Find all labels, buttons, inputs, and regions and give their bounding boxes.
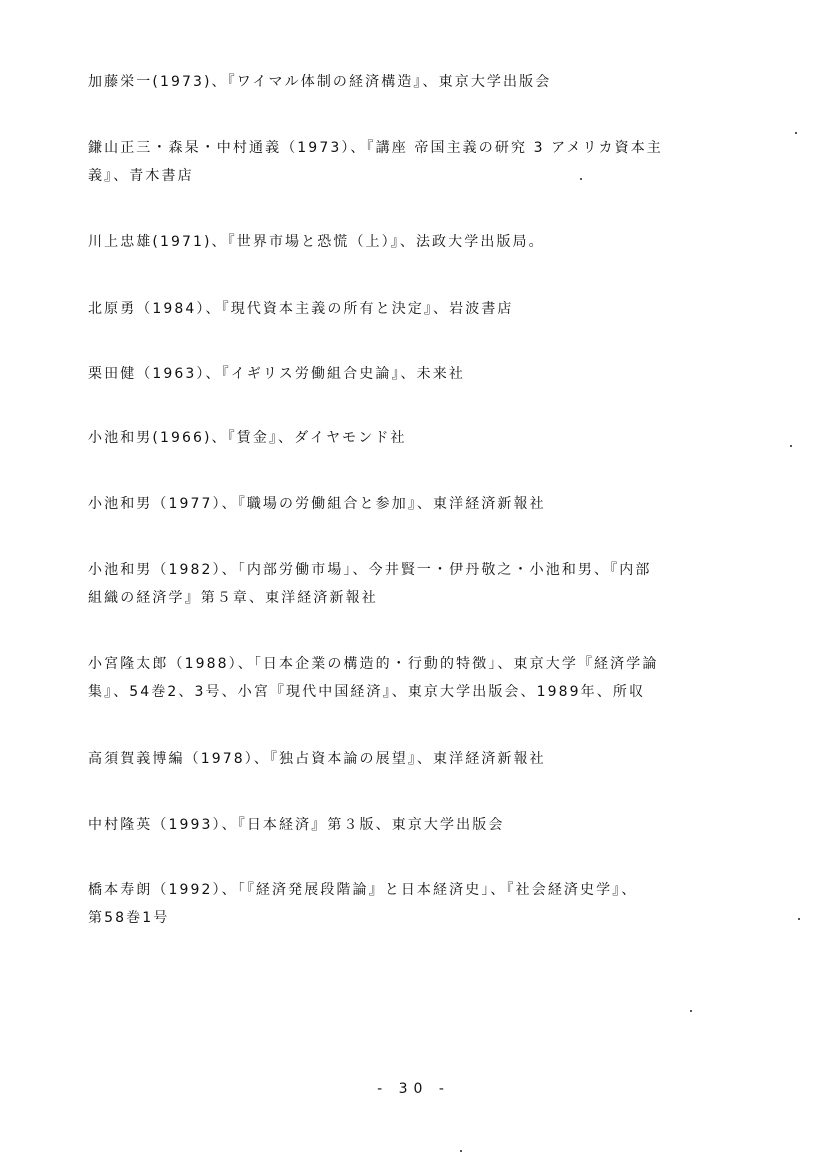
reference-line: 鎌山正三・森杲・中村通義（1973）、『講座 帝国主義の研究 3 アメリカ資本主 — [88, 140, 663, 156]
reference-entry — [88, 228, 778, 256]
reference-line: 第58巻1号 — [88, 910, 170, 926]
reference-line: 小宮隆太郎（1988）、「日本企業の構造的・行動的特徴」、東京大学『経済学論 — [88, 656, 659, 672]
reference-entry — [88, 360, 778, 388]
reference-entry — [88, 650, 778, 706]
reference-entry — [88, 745, 778, 773]
reference-line: 栗田健（1963）、『イギリス労働組合史論』、未来社 — [88, 366, 465, 382]
reference-line: 小池和男（1977）、『職場の労働組合と参加』、東洋経済新報社 — [88, 496, 546, 512]
reference-entry — [88, 876, 778, 932]
reference-line: 中村隆英（1993）、『日本経済』第３版、東京大学出版会 — [88, 817, 505, 833]
reference-line: 集』、54巻2、3号、小宮『現代中国経済』、東京大学出版会、1989年、所収 — [88, 684, 646, 700]
reference-line: 組織の経済学』第５章、東洋経済新報社 — [88, 590, 378, 606]
reference-line: 加藤栄一(1973)、『ワイマル体制の経済構造』、東京大学出版会 — [88, 74, 552, 90]
reference-entry — [88, 295, 778, 323]
reference-line: 橋本寿朗（1992）、「『経済発展段階論』と日本経済史」、『社会経済史学』、 — [88, 882, 638, 898]
reference-line: 小池和男（1982）、「内部労働市場」、今井賢一・伊丹敬之・小池和男、『内部 — [88, 562, 652, 578]
scan-speck — [798, 918, 800, 920]
reference-entry — [88, 811, 778, 839]
reference-entry — [88, 424, 778, 452]
reference-entry — [88, 68, 778, 96]
scan-speck — [795, 132, 797, 134]
scan-speck — [690, 1010, 692, 1012]
reference-entry — [88, 134, 778, 190]
scan-speck — [460, 1150, 462, 1152]
reference-entry — [88, 490, 778, 518]
reference-entry — [88, 556, 778, 612]
reference-line: 義』、青木書店 — [88, 168, 194, 184]
scan-speck — [580, 178, 582, 180]
reference-line: 高須賀義博編（1978）、『独占資本論の展望』、東洋経済新報社 — [88, 751, 546, 767]
reference-line: 川上忠雄(1971)、『世界市場と恐慌（上）』、法政大学出版局。 — [88, 234, 545, 250]
reference-line: 北原勇（1984）、『現代資本主義の所有と決定』、岩波書店 — [88, 301, 514, 317]
scan-speck — [790, 445, 792, 447]
page-number: - 30 - — [377, 1081, 450, 1097]
reference-line: 小池和男(1966)、『賃金』、ダイヤモンド社 — [88, 430, 407, 446]
